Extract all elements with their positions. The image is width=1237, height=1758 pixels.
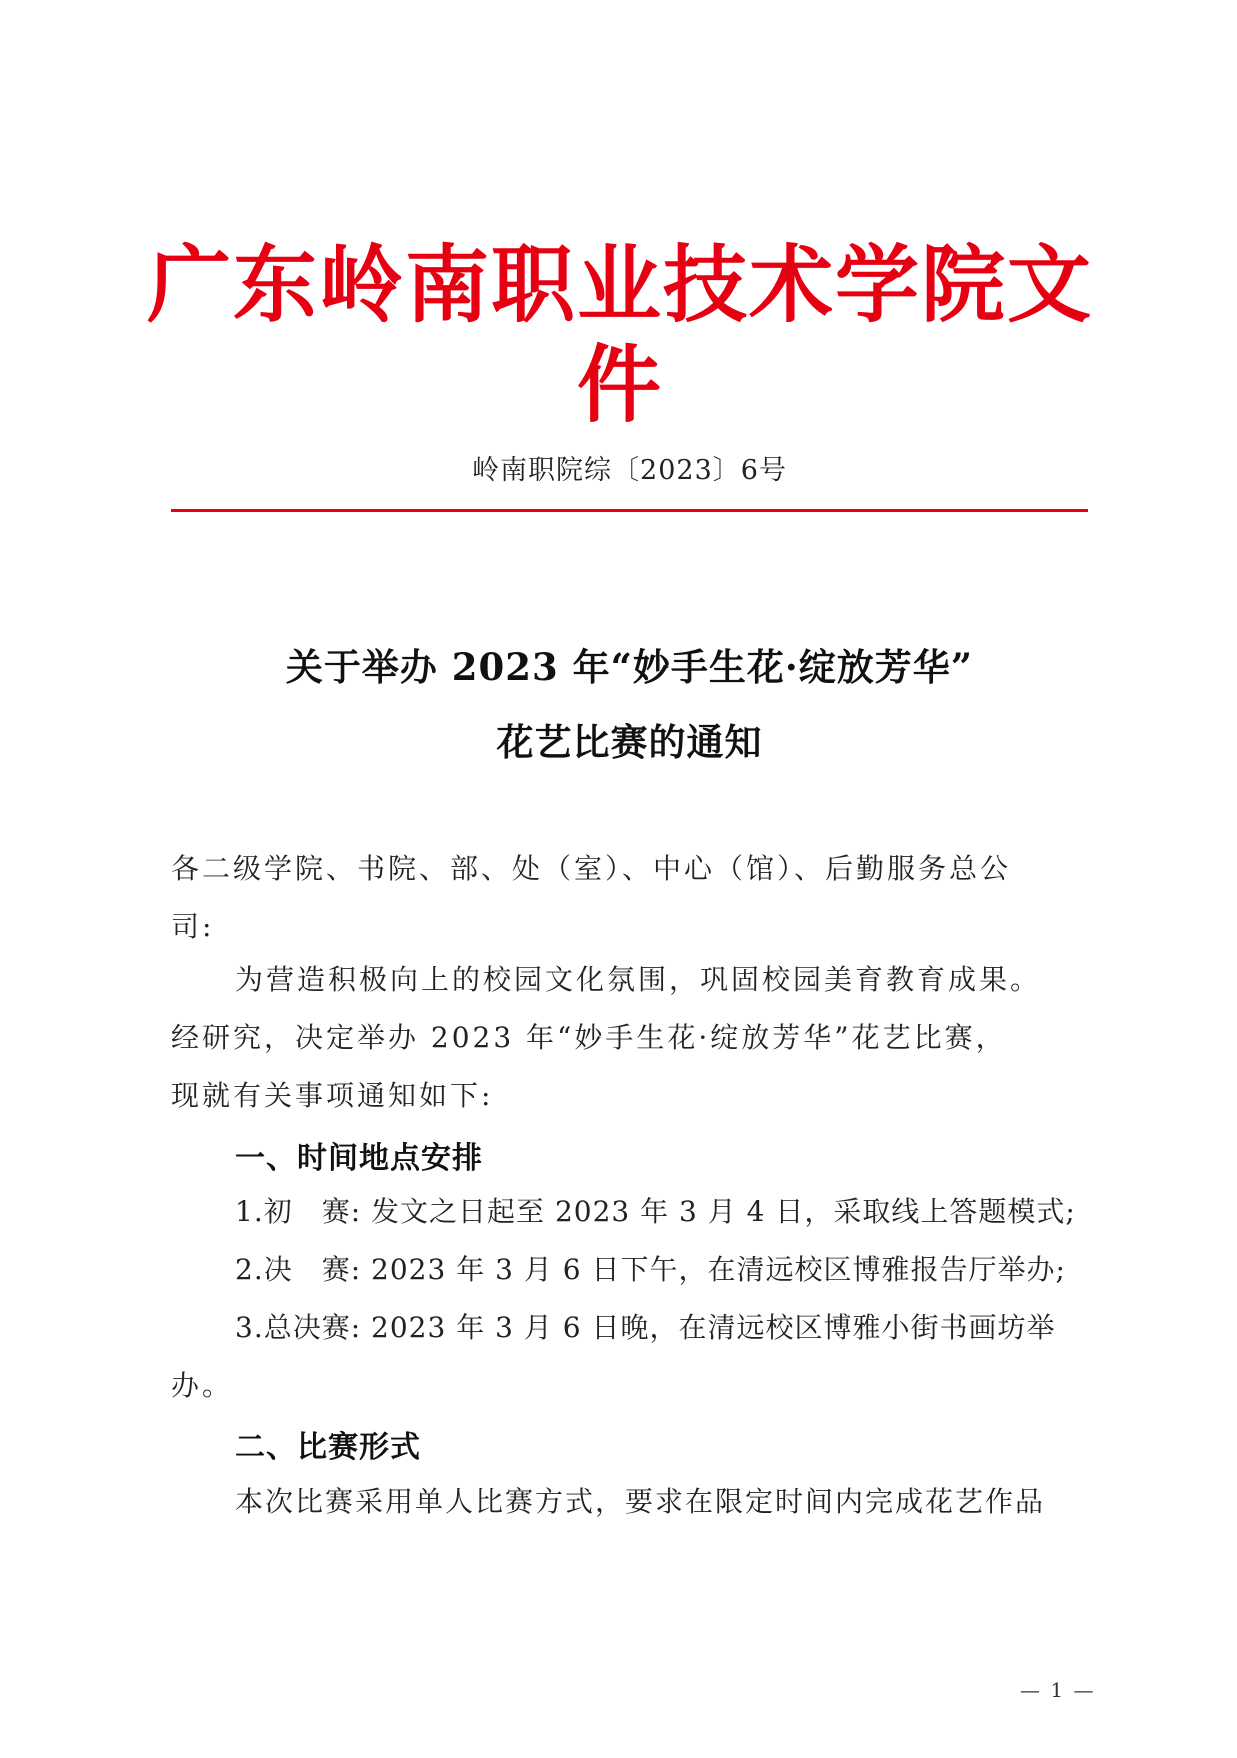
intro-line3: 现就有关事项通知如下: bbox=[171, 1079, 494, 1112]
page-number: — 1 — bbox=[1020, 1678, 1096, 1702]
recipients-line1: 各二级学院、书院、部、处（室）、中心（馆）、后勤服务总公 bbox=[171, 852, 1012, 885]
schedule-item-grand-final-cont: 办。 bbox=[171, 1369, 234, 1402]
intro-line1: 为营造积极向上的校园文化氛围，巩固校园美育教育成果。 bbox=[235, 963, 1042, 996]
intro-line2: 经研究，决定举办 2023 年“妙手生花·绽放芳华”花艺比赛， bbox=[171, 1021, 1007, 1054]
document-number: 岭南职院综〔2023〕6号 bbox=[472, 455, 787, 486]
section2-heading: 二、比赛形式 bbox=[235, 1430, 421, 1465]
section2-text: 本次比赛采用单人比赛方式，要求在限定时间内完成花艺作品 bbox=[235, 1485, 1046, 1518]
schedule-item-preliminary: 1.初 赛: 发文之日起至 2023 年 3 月 4 日，采取线上答题模式; bbox=[235, 1195, 1076, 1228]
notice-title-line1: 关于举办 2023 年“妙手生花·绽放芳华” bbox=[285, 645, 974, 689]
red-divider-line bbox=[171, 509, 1088, 512]
schedule-item-final: 2.决 赛: 2023 年 3 月 6 日下午，在清远校区博雅报告厅举办; bbox=[235, 1253, 1066, 1286]
section1-heading: 一、时间地点安排 bbox=[235, 1141, 483, 1176]
schedule-item-grand-final: 3.总决赛: 2023 年 3 月 6 日晚，在清远校区博雅小街书画坊举 bbox=[235, 1311, 1056, 1344]
issuing-authority-title: 广东岭南职业技术学院文件 bbox=[146, 235, 1093, 434]
recipients-line2: 司: bbox=[171, 910, 215, 943]
notice-title-line2: 花艺比赛的通知 bbox=[496, 720, 763, 764]
